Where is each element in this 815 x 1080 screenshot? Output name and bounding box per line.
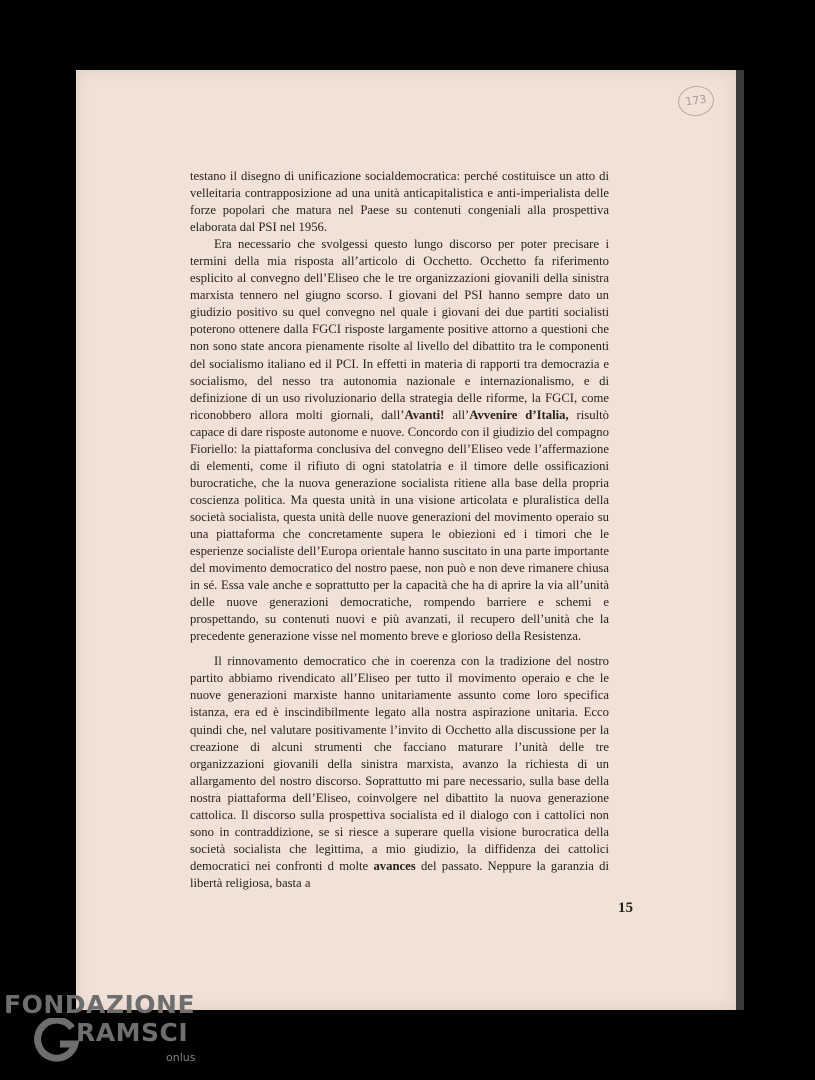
paragraph-1: testano il disegno di unificazione socialdemocratica: perché costituisce un atto di velleitaria contrapposizione ad una unità anticapitalistica e anti-imperialista delle forze popolari che matura nel Paese su contenuti congeniali alla prospettiva elaborata dal PSI nel 1956.: [190, 169, 609, 235]
logo-line-2: RAMSCI: [76, 1018, 189, 1047]
logo-g-icon: [34, 1018, 80, 1064]
paragraph-3-part-2: del passato. Neppure la garanzia di libertà religiosa, basta a: [190, 858, 609, 890]
logo-line-1: FONDAZIONE: [4, 990, 196, 1019]
paragraph-2-part-2: all’: [444, 407, 470, 422]
term-avances: avances: [373, 858, 416, 873]
archive-stamp: 173: [676, 84, 716, 119]
fondazione-gramsci-logo: [4, 990, 204, 1075]
body-text: [190, 168, 609, 892]
paragraph-2-part-3: risultò capace di dare risposte autonome e nuove. Concordo con il giudizio del compagno Fioriello: la piattaforma conclusiva del convegno dell’Eliseo vede l’affermazione di elementi, come il rifiuto di ogni statolatria e il timore delle ossificazioni burocratiche, che la nuova generazione socialista ritiene alla base della propria coscienza politica. Ma questa unità in una visione articolata e pluralistica della società socialista, questa unità delle nuove generazioni del movimento operaio su una piattaforma che concretamente supera le obiezioni ed i timori che le esperienze socialiste dell’Europa orientale hanno suscitato in una parte importante del movimento democratico del nostro paese, non può e non deve rimanere chiusa in sé. Essa vale anche e soprattutto per la capacità che ha di aprire la via all’unità delle nuove generazioni democratiche, rompendo barriere e schemi e prospettando, su contenuti nuovi e più avanzati, il recupero dell’unità che la precedente generazione visse nel momento breve e glorioso della Resistenza.: [190, 407, 609, 644]
page-number: 15: [618, 900, 633, 916]
paragraph-2-part-1: Era necessario che svolgessi questo lungo discorso per poter precisare i termini della mia risposta all’articolo di Occhetto. Occhetto fa riferimento esplicito al convegno dell’Eliseo che le tre organizzazioni giovanili della sinistra marxista tennero nel giugno scorso. I giovani del PSI hanno sempre dato un giudizio positivo su quel convegno nel quale i giovani dei due partiti socialisti poterono ottenere dalla FGCI risposte largamente positive attorno a questioni che non sono state ancora pienamente risolte al livello del dibattito tra le componenti del socialismo italiano ed il PCI. In effetti in materia di rapporti tra democrazia e socialismo, del nesso tra autonomia nazionale e internazionalismo, e di definizione di un uso rivoluzionario della strategia delle riforme, la FGCI, come riconobbero allora molti giornali, dall’: [190, 237, 609, 422]
logo-line-3: onlus: [166, 1051, 196, 1064]
paragraph-3: [190, 653, 609, 892]
page-edge-shadow: [736, 70, 744, 1010]
document-page: [76, 70, 736, 1010]
paragraph-3-part-1: Il rinnovamento democratico che in coerenza con la tradizione del nostro partito abbiamo rivendicato all’Eliseo per tutto il movimento operaio e che le nuove generazioni marxiste hanno unitariamente assunto come loro specifica istanza, era ed è inscindibilmente legato alla nostra aspirazione unitaria. Ecco quindi che, nel valutare positivamente l’invito di Occhetto alla discussione per la creazione di alcuni strumenti che facciano maturare l’unità delle tre organizzazioni giovanili della sinistra marxista, avanzo la richiesta di un allargamento del nostro discorso. Soprattutto mi pare necessario, sulla base della nostra piattaforma dell’Eliseo, coinvolgere nel dibattito la nuova generazione cattolica. Il discorso sulla prospettiva socialista ed il dialogo con i cattolici non sono in contraddizione, se si riesce a superare quella visione burocratica della società socialista che legittima, a mio giudizio, la diffidenza dei cattolici democratici nei confronti d molte: [190, 654, 609, 873]
paragraph-2: [190, 236, 609, 645]
newspaper-avvenire: Avvenire d’Italia,: [469, 407, 569, 422]
newspaper-avanti: Avanti!: [404, 407, 445, 422]
